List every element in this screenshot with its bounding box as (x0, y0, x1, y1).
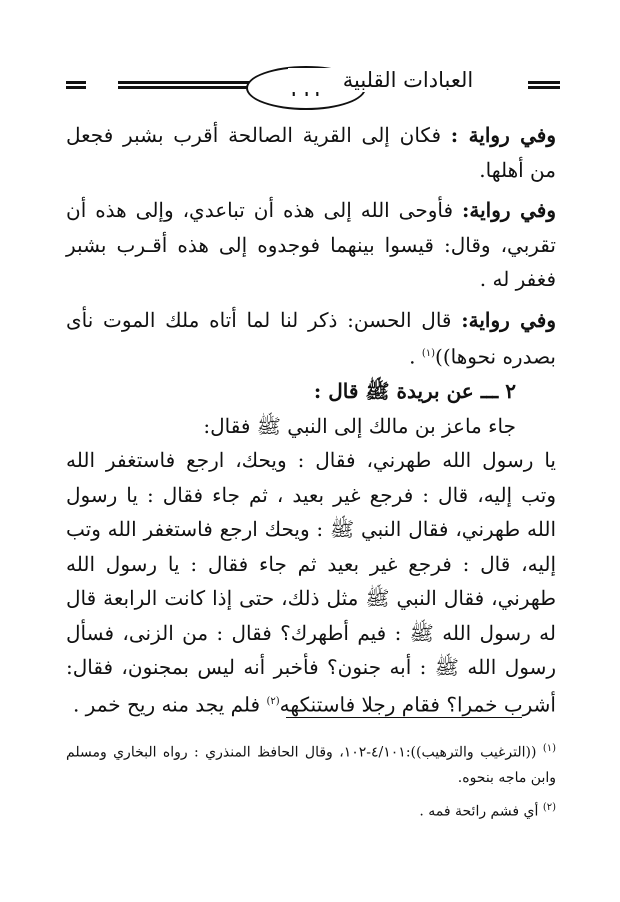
main-text (66, 118, 556, 722)
footnote (66, 795, 556, 825)
footnote-text: ((الترغيب والترهيب)):٤/١٠١-١٠٢، وقال الحافظ المنذري : رواه البخاري ومسلم وابن ماجه بنحوه. (66, 744, 556, 786)
footnote-mark: (١) (542, 743, 556, 754)
footnote (66, 736, 556, 791)
page-header (60, 66, 560, 112)
hadith-body (66, 443, 556, 722)
paragraph (66, 193, 556, 297)
footnotes (66, 736, 556, 828)
footnote-ref: (٢) (266, 695, 280, 707)
paragraph-text: قال الحسن: ذكر لنا لما أتاه ملك الموت نأى بصدره نحوها)) (66, 307, 556, 369)
paragraph-text: فأوحى الله إلى هذه أن تباعدي، وإلى هذه أن تقربي، وقال: قيسوا بينهما فوجدوه إلى هذه أقـرب بشبر فغفر له . (66, 198, 556, 291)
footnote-divider (286, 717, 522, 718)
footnote-text: أي فشم رائحة فمه . (419, 803, 543, 820)
header-rule (118, 81, 250, 89)
paragraph-text: فلم يجد منه ريح خمر . (72, 692, 267, 717)
paragraph-lead: وفي رواية : (450, 123, 556, 147)
header-rule (66, 81, 86, 89)
paragraph-lead: وفي رواية: (462, 198, 556, 222)
paragraph-text: فكان إلى القرية الصالحة أقرب بشبر فجعل من أهلها. (66, 123, 556, 182)
hadith-heading: ٢ ـــ عن بريدة ﷺ قال : (313, 379, 516, 404)
footnote-ref: (١) (421, 348, 436, 359)
hadith-intro: جاء ماعز بن مالك إلى النبي ﷺ فقال: (203, 413, 516, 438)
running-title: العبادات القلبية (288, 68, 528, 92)
paragraph-text: . (409, 344, 422, 369)
footnote-mark: (٢) (542, 801, 556, 813)
paragraph (66, 118, 556, 187)
paragraph (66, 303, 556, 375)
paragraph-lead: وفي رواية: (461, 307, 556, 332)
paragraph-text: يا رسول الله طهرني، فقال : ويحك، ارجع فاستغفر الله وتب إليه، قال : فرجع غير بعيد ، ثم جاء فقال : يا رسول الله طهرني، فقال النبي ﷺ : ويحك ارجع فاستغفر الله وتب إليه، قال : فرجع غير بعيد ثم جاء فقال : يا رسول الله طهرني، فقال النبي ﷺ مثل ذلك، حتى إذا كانت الرابعة قال له رسول الله ﷺ : فيم أطهرك؟ فقال : من الزنى، فسأل رسول الله ﷺ : أبه جنون؟ فأخبر أنه ليس بمجنون، فقال: أشرب خمرا؟ فقام رجلا فاستنكهه (66, 448, 556, 717)
